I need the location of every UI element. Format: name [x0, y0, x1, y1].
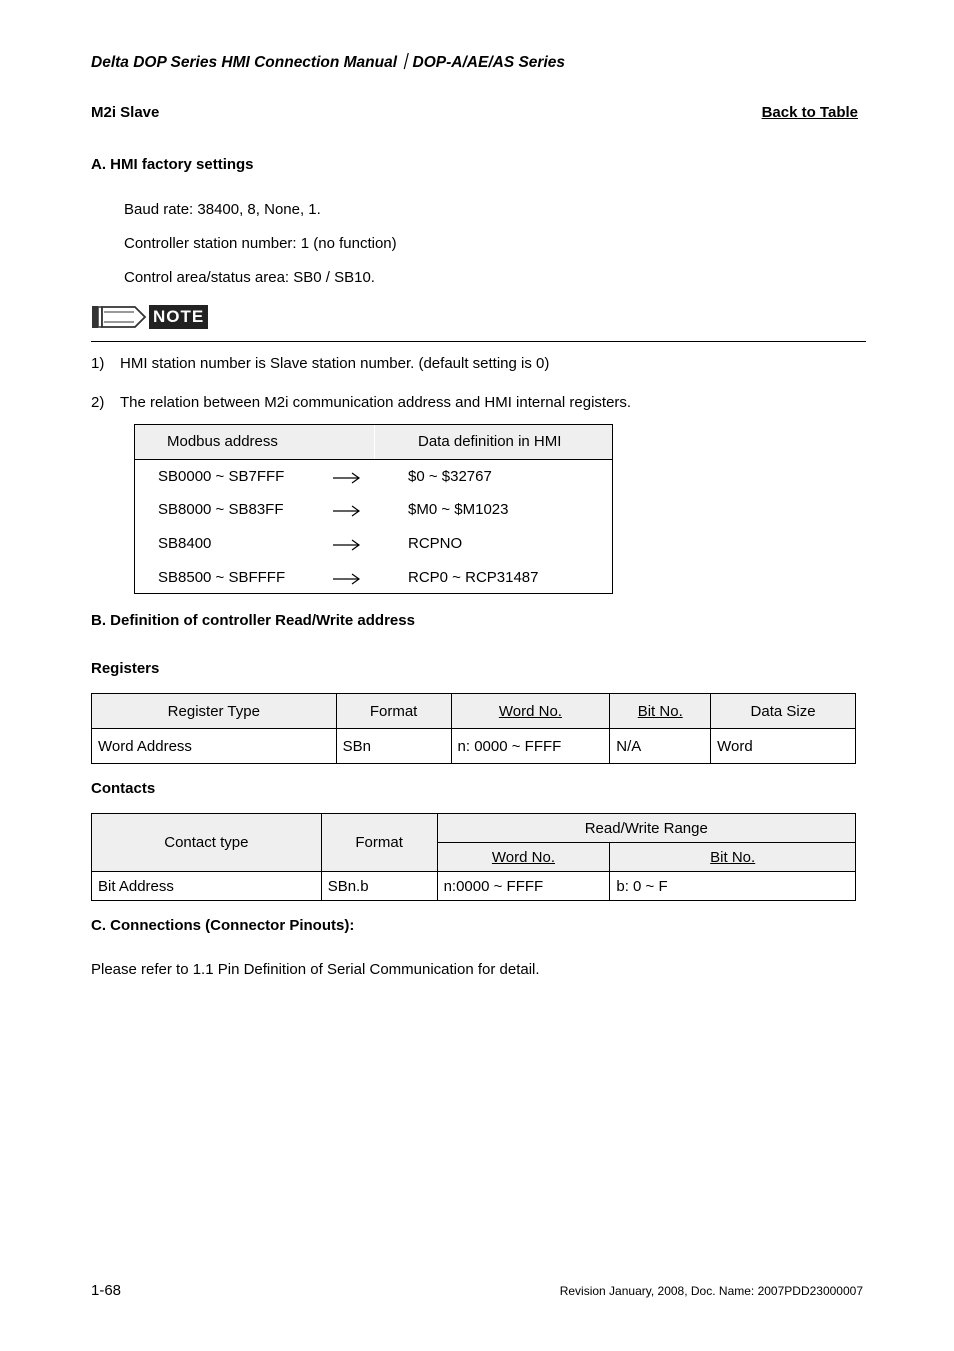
contact-format-cell: SBn.b — [321, 872, 437, 901]
mapping-hmi: RCP0 ~ RCP31487 — [408, 569, 539, 586]
factory-settings-heading: A. HMI factory settings — [91, 156, 254, 173]
mapping-header-hmi: Data definition in HMI — [418, 433, 562, 450]
note-text-2: The relation between M2i communication address and HMI internal registers. — [120, 394, 632, 411]
registers-table — [91, 693, 856, 764]
mapping-hmi: RCPNO — [408, 535, 463, 552]
page-number: 1-68 — [91, 1282, 122, 1299]
contact-type-header: Contact type — [92, 814, 322, 872]
data-size-header: Data Size — [711, 694, 856, 729]
bit-no-header: Bit No. — [610, 694, 711, 729]
contact-bit-no-cell: b: 0 ~ F — [610, 872, 856, 901]
right-arrow-icon — [333, 539, 361, 551]
mapping-modbus: SB8400 — [158, 535, 212, 552]
note-number-1: 1) — [91, 355, 105, 372]
pencil-icon — [91, 304, 147, 330]
note-text-1: HMI station number is Slave station number. (default setting is 0) — [120, 355, 550, 372]
table-row — [92, 872, 856, 901]
right-arrow-icon — [333, 472, 361, 484]
mapping-row — [135, 569, 612, 589]
contact-type-cell: Bit Address — [92, 872, 322, 901]
baud-rate-setting: Baud rate: 38400, 8, None, 1. — [124, 201, 321, 218]
address-mapping-table — [134, 424, 613, 594]
mapping-modbus: SB8500 ~ SBFFFF — [158, 569, 286, 586]
contacts-table — [91, 813, 856, 901]
format-cell: SBn — [336, 729, 451, 764]
mapping-header — [135, 425, 612, 460]
control-area-setting: Control area/status area: SB0 / SB10. — [124, 269, 375, 286]
registers-header-row — [92, 694, 856, 729]
contact-word-no-header: Word No. — [437, 843, 610, 872]
section-title: M2i Slave — [91, 104, 160, 121]
contact-format-header: Format — [321, 814, 437, 872]
mapping-row — [135, 501, 612, 521]
revision-info: Revision January, 2008, Doc. Name: 2007PDD23000007 — [559, 1284, 863, 1298]
manual-title: Delta DOP Series HMI Connection Manual｜DOP-A/AE/AS Series — [91, 54, 565, 71]
connections-heading: C. Connections (Connector Pinouts): — [91, 917, 355, 934]
contacts-header-row — [92, 814, 856, 843]
back-to-table-link[interactable]: Back to Table — [761, 104, 858, 121]
right-arrow-icon — [333, 573, 361, 585]
contacts-heading: Contacts — [91, 780, 156, 797]
data-size-cell: Word — [711, 729, 856, 764]
mapping-header-modbus: Modbus address — [167, 433, 278, 450]
mapping-row — [135, 468, 612, 488]
word-no-header: Word No. — [451, 694, 610, 729]
contact-word-no-cell: n:0000 ~ FFFF — [437, 872, 610, 901]
read-write-range-header: Read/Write Range — [437, 814, 855, 843]
register-type-header: Register Type — [92, 694, 337, 729]
mapping-hmi: $0 ~ $32767 — [408, 468, 492, 485]
mapping-row — [135, 535, 612, 555]
note-label: NOTE — [149, 305, 208, 329]
mapping-modbus: SB0000 ~ SB7FFF — [158, 468, 285, 485]
register-type-cell: Word Address — [92, 729, 337, 764]
word-no-cell: n: 0000 ~ FFFF — [451, 729, 610, 764]
definition-heading: B. Definition of controller Read/Write address — [91, 612, 415, 629]
connections-text: Please refer to 1.1 Pin Definition of Serial Communication for detail. — [91, 961, 540, 978]
right-arrow-icon — [333, 505, 361, 517]
note-divider — [91, 341, 866, 342]
note-badge — [91, 303, 208, 331]
contact-bit-no-header: Bit No. — [610, 843, 856, 872]
mapping-hmi: $M0 ~ $M1023 — [408, 501, 509, 518]
mapping-modbus: SB8000 ~ SB83FF — [158, 501, 284, 518]
registers-heading: Registers — [91, 660, 160, 677]
station-number-setting: Controller station number: 1 (no function) — [124, 235, 397, 252]
table-row — [92, 729, 856, 764]
bit-no-cell: N/A — [610, 729, 711, 764]
format-header: Format — [336, 694, 451, 729]
note-number-2: 2) — [91, 394, 105, 411]
